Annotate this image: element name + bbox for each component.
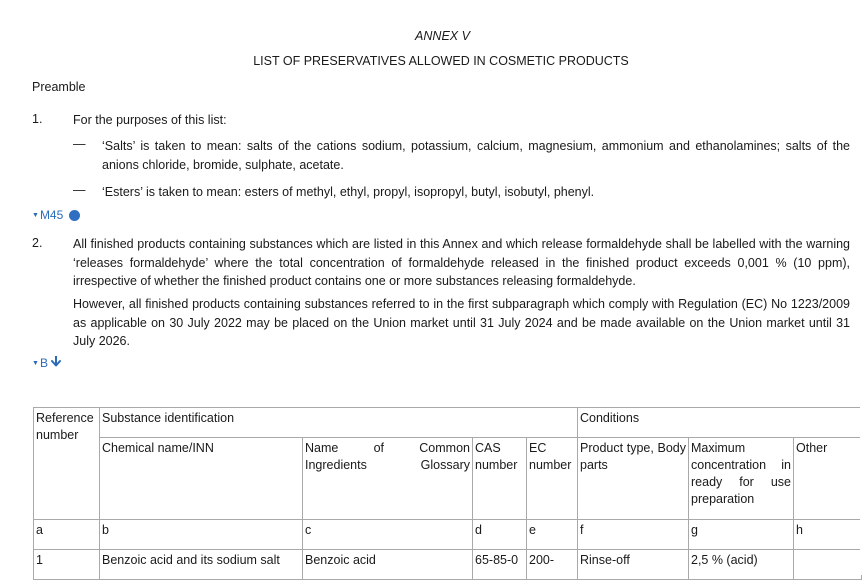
substance-identification-header: Substance identification [100, 408, 578, 438]
ec-number-header: EC number [527, 438, 578, 520]
paragraph-1-number: 1. [32, 112, 43, 126]
max-concentration-header: Maximum concentration in ready for use preparation [689, 438, 794, 520]
column-letters-row [34, 520, 862, 550]
chemical-name-cell: Benzoic acid and its sodium salt [100, 550, 303, 580]
marker-label: B [39, 356, 48, 370]
conditions-header: Conditions [578, 408, 862, 438]
glossary-name-cell: Benzoic acid [303, 550, 473, 580]
column-letter: h [794, 520, 862, 550]
dash-bullet: — [73, 137, 86, 151]
amendment-marker-b[interactable] [32, 356, 61, 370]
paragraph-2-number: 2. [32, 236, 43, 250]
preamble-heading: Preamble [32, 80, 86, 94]
bullet-dot-icon [69, 210, 80, 221]
arrow-down-icon [51, 356, 61, 370]
table-clip-edge [860, 405, 865, 575]
marker-label: M45 [39, 208, 64, 222]
marker-triangle-icon: ▼ [32, 359, 39, 367]
column-letter: d [473, 520, 527, 550]
product-type-cell: Rinse-off [578, 550, 689, 580]
column-letter: b [100, 520, 303, 550]
ec-number-cell: 200- [527, 550, 578, 580]
amendment-marker-m45[interactable] [32, 208, 80, 222]
document-title: LIST OF PRESERVATIVES ALLOWED IN COSMETIC PRODUCTS [253, 54, 629, 68]
paragraph-2-text: All finished products containing substances which are listed in this Annex and which release formaldehyde shall be labelled with the warning ‘releases formaldehyde’ where the total concentration of formaldehyde released in the finished product exceeds 0,001 % (10 ppm), irrespective of whether the finished product contains one or more substances releasing formaldehyde. [73, 237, 850, 288]
column-letter: e [527, 520, 578, 550]
annex-title: ANNEX V [415, 29, 470, 43]
column-letter: a [34, 520, 100, 550]
cas-number-header: CAS number [473, 438, 527, 520]
cas-number-cell: 65-85-0 [473, 550, 527, 580]
table-row [34, 550, 862, 580]
max-concentration-cell: 2,5 % (acid) [689, 550, 794, 580]
reference-cell: 1 [34, 550, 100, 580]
marker-triangle-icon: ▼ [32, 211, 39, 219]
column-letter: g [689, 520, 794, 550]
column-letter: c [303, 520, 473, 550]
other-header: Other [794, 438, 862, 520]
dash-bullet: — [73, 183, 86, 197]
preservatives-table [33, 407, 862, 580]
chemical-name-header: Chemical name/INN [100, 438, 303, 520]
paragraph-2-second-text: However, all finished products containing substances referred to in the first subparagraph which comply with Regulation (EC) No 1223/2009 as applicable on 30 July 2022 may be placed on the Union market until 31 July 2024 and be made available on the Union market until 31 July 2026. [73, 297, 850, 348]
reference-number-header: Reference number [34, 408, 100, 520]
salts-definition: ‘Salts’ is taken to mean: salts of the cations sodium, potassium, calcium, magnesium, ammonium and ethanolamines; salts of the anions chloride, bromide, sulphate, acetate. [102, 139, 850, 172]
glossary-name-header: Name of Common Ingredients Glossary [303, 438, 473, 520]
esters-definition: ‘Esters’ is taken to mean: esters of methyl, ethyl, propyl, isopropyl, butyl, isobutyl, phenyl. [102, 185, 595, 199]
paragraph-1-text: For the purposes of this list: [73, 113, 227, 127]
other-cell [794, 550, 862, 580]
product-type-header: Product type, Body parts [578, 438, 689, 520]
column-letter: f [578, 520, 689, 550]
